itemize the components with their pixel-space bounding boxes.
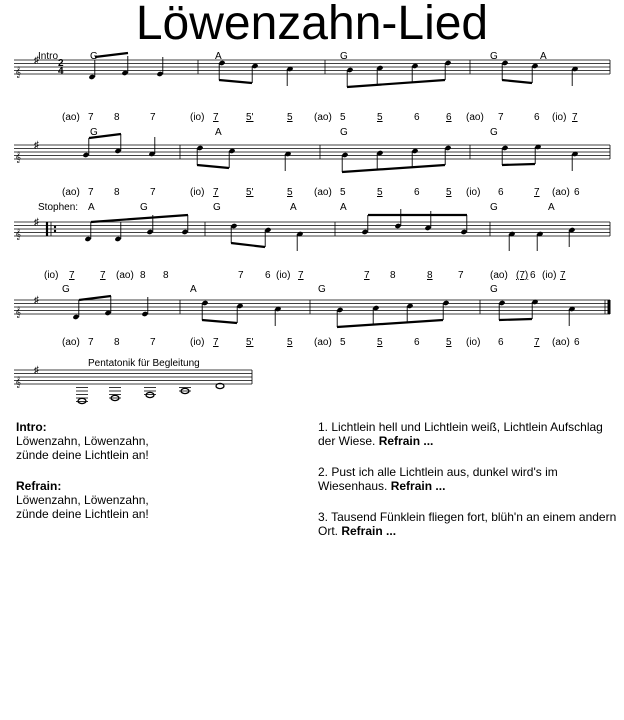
chord-label: G <box>318 284 326 295</box>
chord-label: G <box>90 51 98 62</box>
tab-number: 7 <box>238 270 244 281</box>
staff-3 <box>14 222 610 236</box>
treble-clef-icon: 𝄞 <box>15 229 21 240</box>
tab-number: (io) <box>190 112 205 123</box>
tab-number: 6 <box>498 337 504 348</box>
tab-number: (ao) <box>490 270 508 281</box>
refrain-line-1: Löwenzahn, Löwenzahn, <box>16 493 149 507</box>
chord-label: G <box>90 127 98 138</box>
tab-number: 7 <box>69 270 75 281</box>
intro-line-1: Löwenzahn, Löwenzahn, <box>16 434 149 448</box>
staff-2 <box>14 145 610 159</box>
chord-label: G <box>490 202 498 213</box>
tab-number: 5 <box>340 337 346 348</box>
intro-line-2: zünde deine Lichtlein an! <box>16 448 149 462</box>
note-beam <box>79 296 111 300</box>
staff-pentatonik <box>14 370 252 384</box>
tab-number: 5' <box>246 337 254 348</box>
note-beam <box>499 319 532 320</box>
tab-number: 8 <box>140 270 146 281</box>
tab-number: 6 <box>265 270 271 281</box>
tab-number: 7 <box>572 112 578 123</box>
intro-marker: Intro <box>38 51 59 62</box>
verse-2: 2. Pust ich alle Lichtlein aus, dunkel wird's im Wiesenhaus. Refrain ... <box>318 465 558 493</box>
note-beam <box>219 80 252 83</box>
note-beam <box>197 165 229 168</box>
refrain-line-2: zünde deine Lichtlein an! <box>16 507 149 521</box>
time-signature-bottom: 4 <box>58 66 64 77</box>
pentatonik-label: Pentatonik für Begleitung <box>88 358 200 369</box>
tab-number: 7 <box>150 337 156 348</box>
page-title: Löwenzahn-Lied <box>135 0 489 50</box>
tab-number: 5 <box>340 187 346 198</box>
chord-label: G <box>490 127 498 138</box>
note-beam <box>342 165 445 172</box>
tab-number: 7 <box>560 270 566 281</box>
tab-number: (ao) <box>62 187 80 198</box>
tab-number: 5 <box>446 337 452 348</box>
staff-1 <box>14 60 610 74</box>
tab-number: (ao) <box>314 337 332 348</box>
repeat-dot <box>54 226 56 228</box>
tab-number: 8 <box>427 270 433 281</box>
key-sharp-icon: ♯ <box>34 217 39 228</box>
tab-number: (ao) <box>466 112 484 123</box>
treble-clef-icon: 𝄞 <box>15 152 21 163</box>
tab-number: 5 <box>287 337 293 348</box>
key-sharp-icon: ♯ <box>34 365 39 376</box>
tab-number: 7 <box>213 187 219 198</box>
chord-label: A <box>88 202 95 213</box>
tab-number: 7 <box>458 270 464 281</box>
tab-number: 6 <box>446 112 452 123</box>
chord-label: G <box>62 284 70 295</box>
note-beam <box>91 215 188 222</box>
tab-number: 7 <box>100 270 106 281</box>
tab-number: 5 <box>377 337 383 348</box>
chord-label: A <box>215 51 222 62</box>
chord-label: A <box>190 284 197 295</box>
tab-number: 5' <box>246 187 254 198</box>
key-sharp-icon: ♯ <box>34 140 39 151</box>
verse-1: 1. Lichtlein hell und Lichtlein weiß, Lichtlein Aufschlag der Wiese. Refrain ... <box>318 420 603 448</box>
tab-number: 7 <box>150 112 156 123</box>
tab-number: 5 <box>287 187 293 198</box>
verse-3: 3. Tausend Fünklein fliegen fort, blüh'n an einem andern Ort. Refrain ... <box>318 510 617 538</box>
tab-number: 5 <box>377 112 383 123</box>
tab-number: 5' <box>246 112 254 123</box>
whole-note <box>78 398 86 403</box>
tab-number: 7 <box>298 270 304 281</box>
chord-label: A <box>548 202 555 213</box>
tab-number: (io) <box>466 337 481 348</box>
tab-number: 6 <box>534 112 540 123</box>
treble-clef-icon: 𝄞 <box>15 307 21 318</box>
tab-number: (ao) <box>314 112 332 123</box>
chord-label: A <box>540 51 547 62</box>
tab-number: (ao) <box>552 337 570 348</box>
tab-number: 7 <box>213 112 219 123</box>
chord-label: G <box>140 202 148 213</box>
tab-number: 7 <box>88 112 94 123</box>
tab-number: 7 <box>498 112 504 123</box>
note-beam <box>202 320 237 323</box>
chord-label: G <box>340 51 348 62</box>
tab-number: 7 <box>88 187 94 198</box>
tab-number: (io) <box>542 270 557 281</box>
tab-number: (7) <box>516 270 529 281</box>
tab-number: (ao) <box>116 270 134 281</box>
tab-number: 5 <box>446 187 452 198</box>
score-root <box>14 51 610 404</box>
refrain-heading: Refrain: <box>16 479 62 493</box>
chord-label: G <box>490 284 498 295</box>
tab-number: 6 <box>574 187 580 198</box>
tab-number: (ao) <box>62 112 80 123</box>
note-beam <box>231 243 265 247</box>
tab-number: 6 <box>414 112 420 123</box>
tab-number: (io) <box>552 112 567 123</box>
chord-label: A <box>340 202 347 213</box>
time-signature-top: 2 <box>58 58 64 69</box>
tab-number: (io) <box>44 270 59 281</box>
chord-label: G <box>213 202 221 213</box>
staff-4 <box>14 300 610 314</box>
chord-label: G <box>490 51 498 62</box>
tab-number: 6 <box>414 337 420 348</box>
key-sharp-icon: ♯ <box>34 55 39 66</box>
treble-clef-icon: 𝄞 <box>15 67 21 78</box>
tab-number: 5 <box>340 112 346 123</box>
chord-label: G <box>340 127 348 138</box>
tab-number: 8 <box>114 337 120 348</box>
tab-number: (io) <box>190 187 205 198</box>
tab-number: 7 <box>364 270 370 281</box>
intro-refrain-text <box>16 420 266 538</box>
tab-number: (ao) <box>552 187 570 198</box>
key-sharp-icon: ♯ <box>34 295 39 306</box>
tab-number: 6 <box>414 187 420 198</box>
tab-number: 6 <box>574 337 580 348</box>
stophen-marker: Stophen: <box>38 202 79 213</box>
tab-number: 7 <box>213 337 219 348</box>
note-beam <box>502 80 532 83</box>
note-beam <box>337 320 443 327</box>
tab-number: 7 <box>88 337 94 348</box>
tab-number: 8 <box>114 112 120 123</box>
note-beam <box>502 164 535 165</box>
tab-number: (io) <box>276 270 291 281</box>
tab-number: 7 <box>150 187 156 198</box>
tab-number: 8 <box>114 187 120 198</box>
tab-number: (io) <box>190 337 205 348</box>
verses-text <box>318 420 618 555</box>
tab-number: (io) <box>466 187 481 198</box>
tab-number: 5 <box>287 112 293 123</box>
tab-number: 6 <box>530 270 536 281</box>
tab-number: 8 <box>390 270 396 281</box>
tab-number: 5 <box>377 187 383 198</box>
tab-number: 8 <box>163 270 169 281</box>
tab-number: (ao) <box>62 337 80 348</box>
treble-clef-icon: 𝄞 <box>15 377 21 388</box>
chord-label: A <box>290 202 297 213</box>
intro-heading: Intro: <box>16 420 47 434</box>
tab-number: (ao) <box>314 187 332 198</box>
tab-number: 7 <box>534 187 540 198</box>
chord-label: A <box>215 127 222 138</box>
repeat-dot <box>54 230 56 232</box>
tab-number: 6 <box>498 187 504 198</box>
note-beam <box>95 53 128 57</box>
tab-number: 7 <box>534 337 540 348</box>
whole-note <box>146 392 154 397</box>
note-beam <box>347 80 445 87</box>
